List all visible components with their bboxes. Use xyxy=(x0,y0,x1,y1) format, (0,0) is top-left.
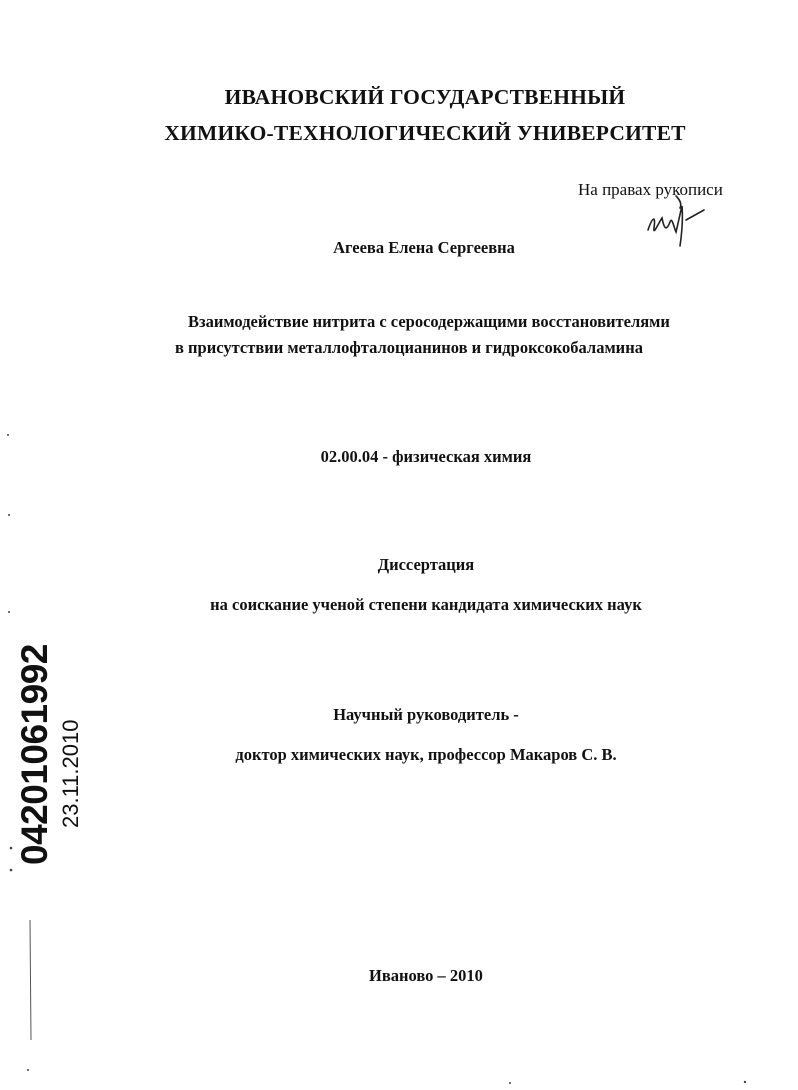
place-and-year: Иваново – 2010 xyxy=(369,966,483,985)
supervisor-name: доктор химических наук, профессор Макаров С. В. xyxy=(235,745,617,764)
library-stamp-number: 04201061992 xyxy=(14,644,55,865)
supervisor-label: Научный руководитель - xyxy=(333,705,519,724)
document-type: Диссертация xyxy=(377,555,475,574)
university-name-line-1: ИВАНОВСКИЙ ГОСУДАРСТВЕННЫЙ xyxy=(224,85,626,109)
specialty-code: 02.00.04 - физическая химия xyxy=(320,447,532,466)
dissertation-title-line-2: в присутствии металлофталоцианинов и гидроксокобаламина xyxy=(175,338,643,357)
manuscript-rights-note: На правах рукописи xyxy=(578,180,723,199)
author-name: Агеева Елена Сергеевна xyxy=(333,238,515,257)
university-name-line-2: ХИМИКО-ТЕХНОЛОГИЧЕСКИЙ УНИВЕРСИТЕТ xyxy=(164,121,686,145)
dissertation-title-line-1: Взаимодействие нитрита с серосодержащими восстановителями xyxy=(188,312,670,331)
degree-statement: на соискание ученой степени кандидата химических наук xyxy=(210,595,642,614)
library-stamp-date: 23.11.2010 xyxy=(58,719,83,828)
